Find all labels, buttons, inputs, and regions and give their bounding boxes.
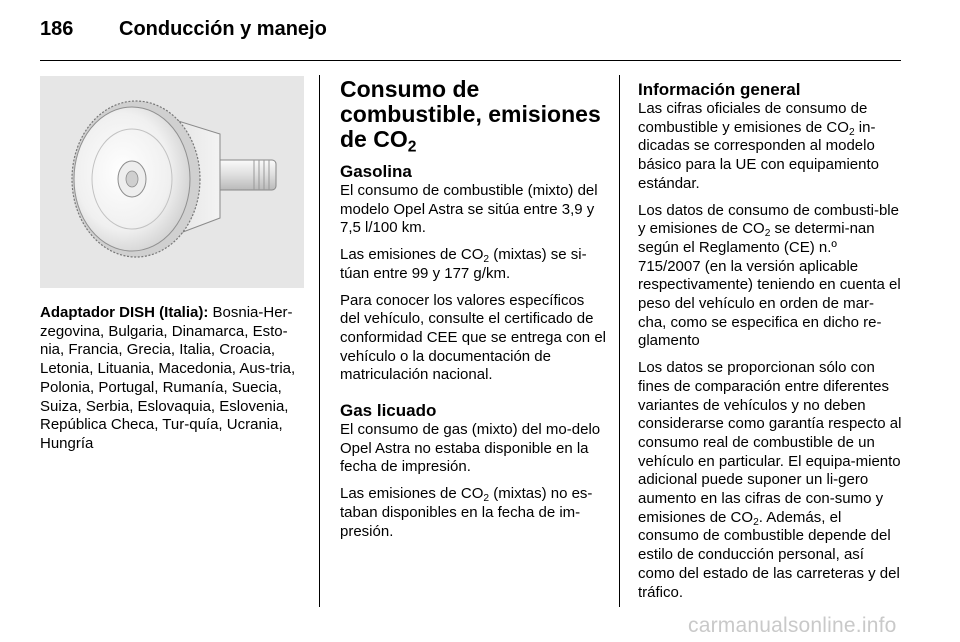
dish-adapter-illustration [40,76,304,288]
adapter-caption [40,304,304,454]
gasolina-p2-subscript: 2 [483,254,490,266]
info-p3-text-a: Los datos se proporcionan sólo con fines de comparación entre diferentes variantes de vehículos y no deben considerarse como garantía respecto al consumo real de combustible de un vehículo en particular. El equipa-miento adicional puede suponer un li-gero aumento en las cifras de con-sumo y emisiones de CO [638,359,902,526]
page-number: 186 [40,18,74,40]
gasolina-paragraph-1: El consumo de combustible (mixto) del modelo Opel Astra se sitúa entre 3,9 y 7,5 l/100 km. [340,182,598,237]
page-header-title: Conducción y manejo [119,18,327,40]
header-rule [40,60,901,61]
section-heading [340,76,606,156]
gasolina-heading: Gasolina [340,162,412,181]
left-column [40,304,304,462]
middle-column [340,77,606,549]
gas-p2-text-a: Las emisiones de CO [340,485,484,503]
column-divider-left [319,75,320,607]
gasolina-paragraph-3: Para conocer los valores específicos del vehículo, consulte el certificado de conformidad CEE que se entrega con el vehículo o la documentación de matriculación nacional. [340,291,606,384]
caption-label: Adaptador DISH (Italia): [40,304,209,321]
gasolina-p2-text-a: Las emisiones de CO [340,246,484,264]
dish-adapter-icon [40,76,304,288]
column-divider-right [619,75,620,607]
right-column [638,80,902,610]
info-p1-text-a: Las cifras oficiales de consumo de combustible y emisiones de CO [638,100,868,136]
info-paragraph-1 [638,100,902,194]
informacion-general-heading: Información general [638,80,801,99]
gas-licuado-heading: Gas licuado [340,401,437,421]
info-p3-text-b: . Además, el consumo de combustible depende del estilo de conducción personal, así como del estado de las carreteras y del tráfico. [638,508,900,601]
info-p1-text-b: in-dicadas se corresponden al modelo básico para la UE con equipamiento estándar. [638,118,879,192]
gas-paragraph-1: El consumo de gas (mixto) del mo-delo Opel Astra no estaba disponible en la fecha de impresión. [340,421,601,476]
gasolina-p2-text-b: (mixtas) se si-túan entre 99 y 177 g/km. [340,246,587,282]
info-paragraph-2 [638,202,902,352]
gas-p2-subscript: 2 [483,493,490,505]
section-heading-subscript: 2 [407,138,417,156]
info-p2-text-a: Los datos de consumo de combusti-ble y emisiones de CO [638,201,899,238]
gas-paragraph-2 [340,485,606,541]
info-p3-subscript: 2 [753,516,759,528]
section-heading-text: Consumo de combustible, emisiones de CO [340,76,601,152]
gas-p2-text-b: (mixtas) no es-taban disponibles en la fecha de im-presión. [340,485,593,540]
caption-text: Bosnia-Her-zegovina, Bulgaria, Dinamarca, Esto-nia, Francia, Grecia, Italia, Croacia, Letonia, Lituania, Macedonia, Aus-tria, Polonia, Portugal, Rumanía, Suecia, Suiza, Serbia, Eslovaquia, Eslovenia, República Checa, Tur-quía, Ucrania, Hungría [40,304,296,452]
watermark-link[interactable]: carmanualsonline.info [688,614,897,637]
info-paragraph-3 [638,359,902,602]
info-p1-subscript: 2 [848,126,855,138]
info-p2-text-b: se determi-nan según el Reglamento (CE) n.º 715/2007 (en la versión aplicable respectivamente) teniendo en cuenta el peso del vehículo en orden de mar-cha, como se especifica en dicho re-glamento [638,220,901,350]
info-p2-subscript: 2 [764,228,771,240]
gasolina-paragraph-2 [340,246,606,283]
